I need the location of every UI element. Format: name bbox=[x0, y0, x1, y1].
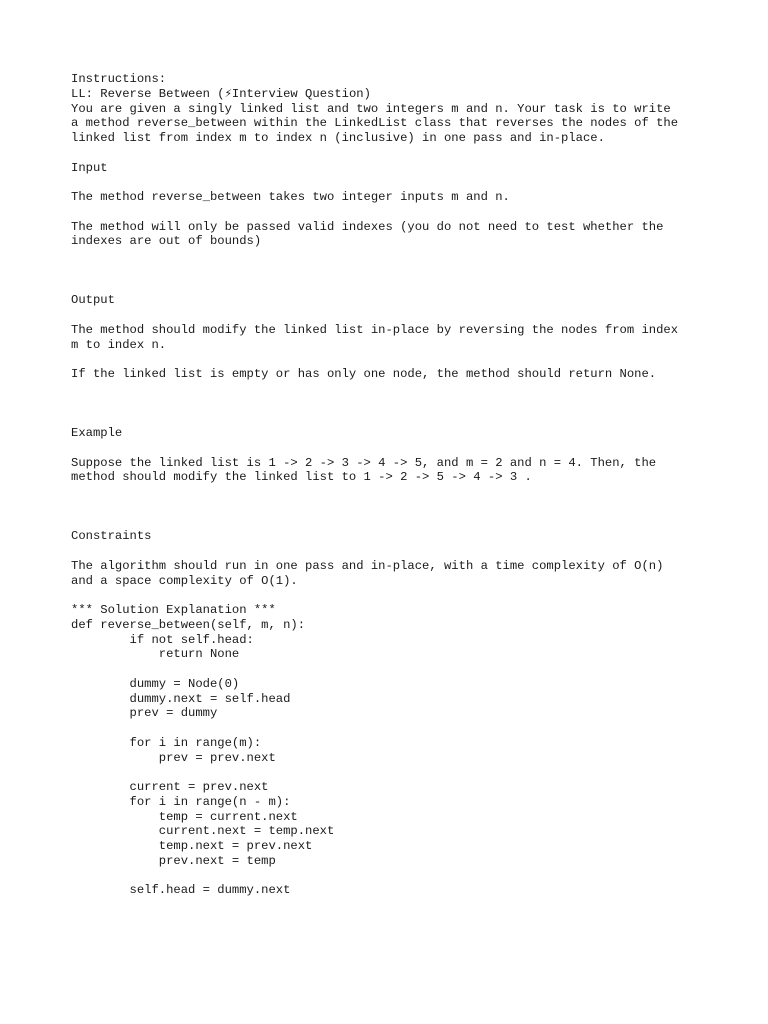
text-line: self.head = dummy.next bbox=[71, 883, 291, 898]
text-line: The method will only be passed valid indexes (you do not need to test whether the bbox=[71, 219, 664, 234]
text-line: prev = dummy bbox=[71, 706, 218, 721]
text-line: The algorithm should run in one pass and in-place, with a time complexity of O(n) bbox=[71, 558, 664, 573]
text-line: Output bbox=[71, 293, 115, 308]
text-line: indexes are out of bounds) bbox=[71, 234, 262, 249]
text-line: Instructions: bbox=[71, 72, 167, 86]
text-line bbox=[71, 175, 731, 190]
text-line bbox=[71, 588, 731, 603]
text-line bbox=[71, 544, 731, 559]
text-line: The method reverse_between takes two integer inputs m and n. bbox=[71, 190, 510, 204]
text-line: temp.next = prev.next bbox=[71, 839, 313, 853]
text-line: and a space complexity of O(1). bbox=[71, 573, 298, 588]
text-line: return None bbox=[71, 647, 240, 662]
text-line bbox=[71, 249, 731, 264]
text-line: for i in range(n - m): bbox=[71, 794, 291, 809]
text-line bbox=[71, 485, 731, 500]
text-line bbox=[71, 500, 731, 515]
text-line bbox=[71, 397, 731, 412]
text-line: for i in range(m): bbox=[71, 735, 262, 750]
text-line: m to index n. bbox=[71, 337, 167, 352]
text-line bbox=[71, 765, 731, 780]
text-line: *** Solution Explanation *** bbox=[71, 603, 276, 617]
text-line bbox=[71, 662, 731, 677]
text-line: def reverse_between(self, m, n): bbox=[71, 617, 306, 632]
text-line bbox=[71, 411, 731, 426]
text-line bbox=[71, 146, 731, 161]
text-line: current = prev.next bbox=[71, 780, 269, 794]
text-line: Suppose the linked list is 1 -> 2 -> 3 -> 4 -> 5, and m = 2 and n = 4. Then, the bbox=[71, 455, 657, 470]
text-line bbox=[71, 382, 731, 397]
text-line bbox=[71, 308, 731, 323]
text-line: prev = prev.next bbox=[71, 750, 276, 765]
text-line: a method reverse_between within the LinkedList class that reverses the nodes of the bbox=[71, 116, 679, 131]
text-line: linked list from index m to index n (inclusive) in one pass and in-place. bbox=[71, 131, 605, 145]
text-line: You are given a singly linked list and two integers m and n. Your task is to write bbox=[71, 101, 671, 116]
text-line: current.next = temp.next bbox=[71, 824, 335, 839]
text-line: LL: Reverse Between (⚡Interview Question) bbox=[71, 86, 371, 101]
text-line: if not self.head: bbox=[71, 632, 254, 647]
text-line bbox=[71, 264, 731, 279]
text-line bbox=[71, 352, 731, 367]
text-line: Example bbox=[71, 426, 123, 440]
text-line: prev.next = temp bbox=[71, 853, 276, 868]
text-line: method should modify the linked list to 1 -> 2 -> 5 -> 4 -> 3 . bbox=[71, 470, 532, 485]
text-line bbox=[71, 279, 731, 294]
text-line bbox=[71, 441, 731, 456]
text-line bbox=[71, 721, 731, 736]
text-line bbox=[71, 515, 731, 530]
text-line: dummy.next = self.head bbox=[71, 691, 291, 706]
text-line: Constraints bbox=[71, 529, 152, 544]
text-line: dummy = Node(0) bbox=[71, 676, 240, 691]
text-line: Input bbox=[71, 160, 108, 175]
text-line bbox=[71, 205, 731, 220]
text-line: The method should modify the linked list in-place by reversing the nodes from index bbox=[71, 322, 679, 337]
document-page bbox=[71, 72, 731, 898]
text-line: If the linked list is empty or has only one node, the method should return None. bbox=[71, 367, 657, 381]
text-line: temp = current.next bbox=[71, 809, 298, 824]
text-line bbox=[71, 869, 731, 884]
